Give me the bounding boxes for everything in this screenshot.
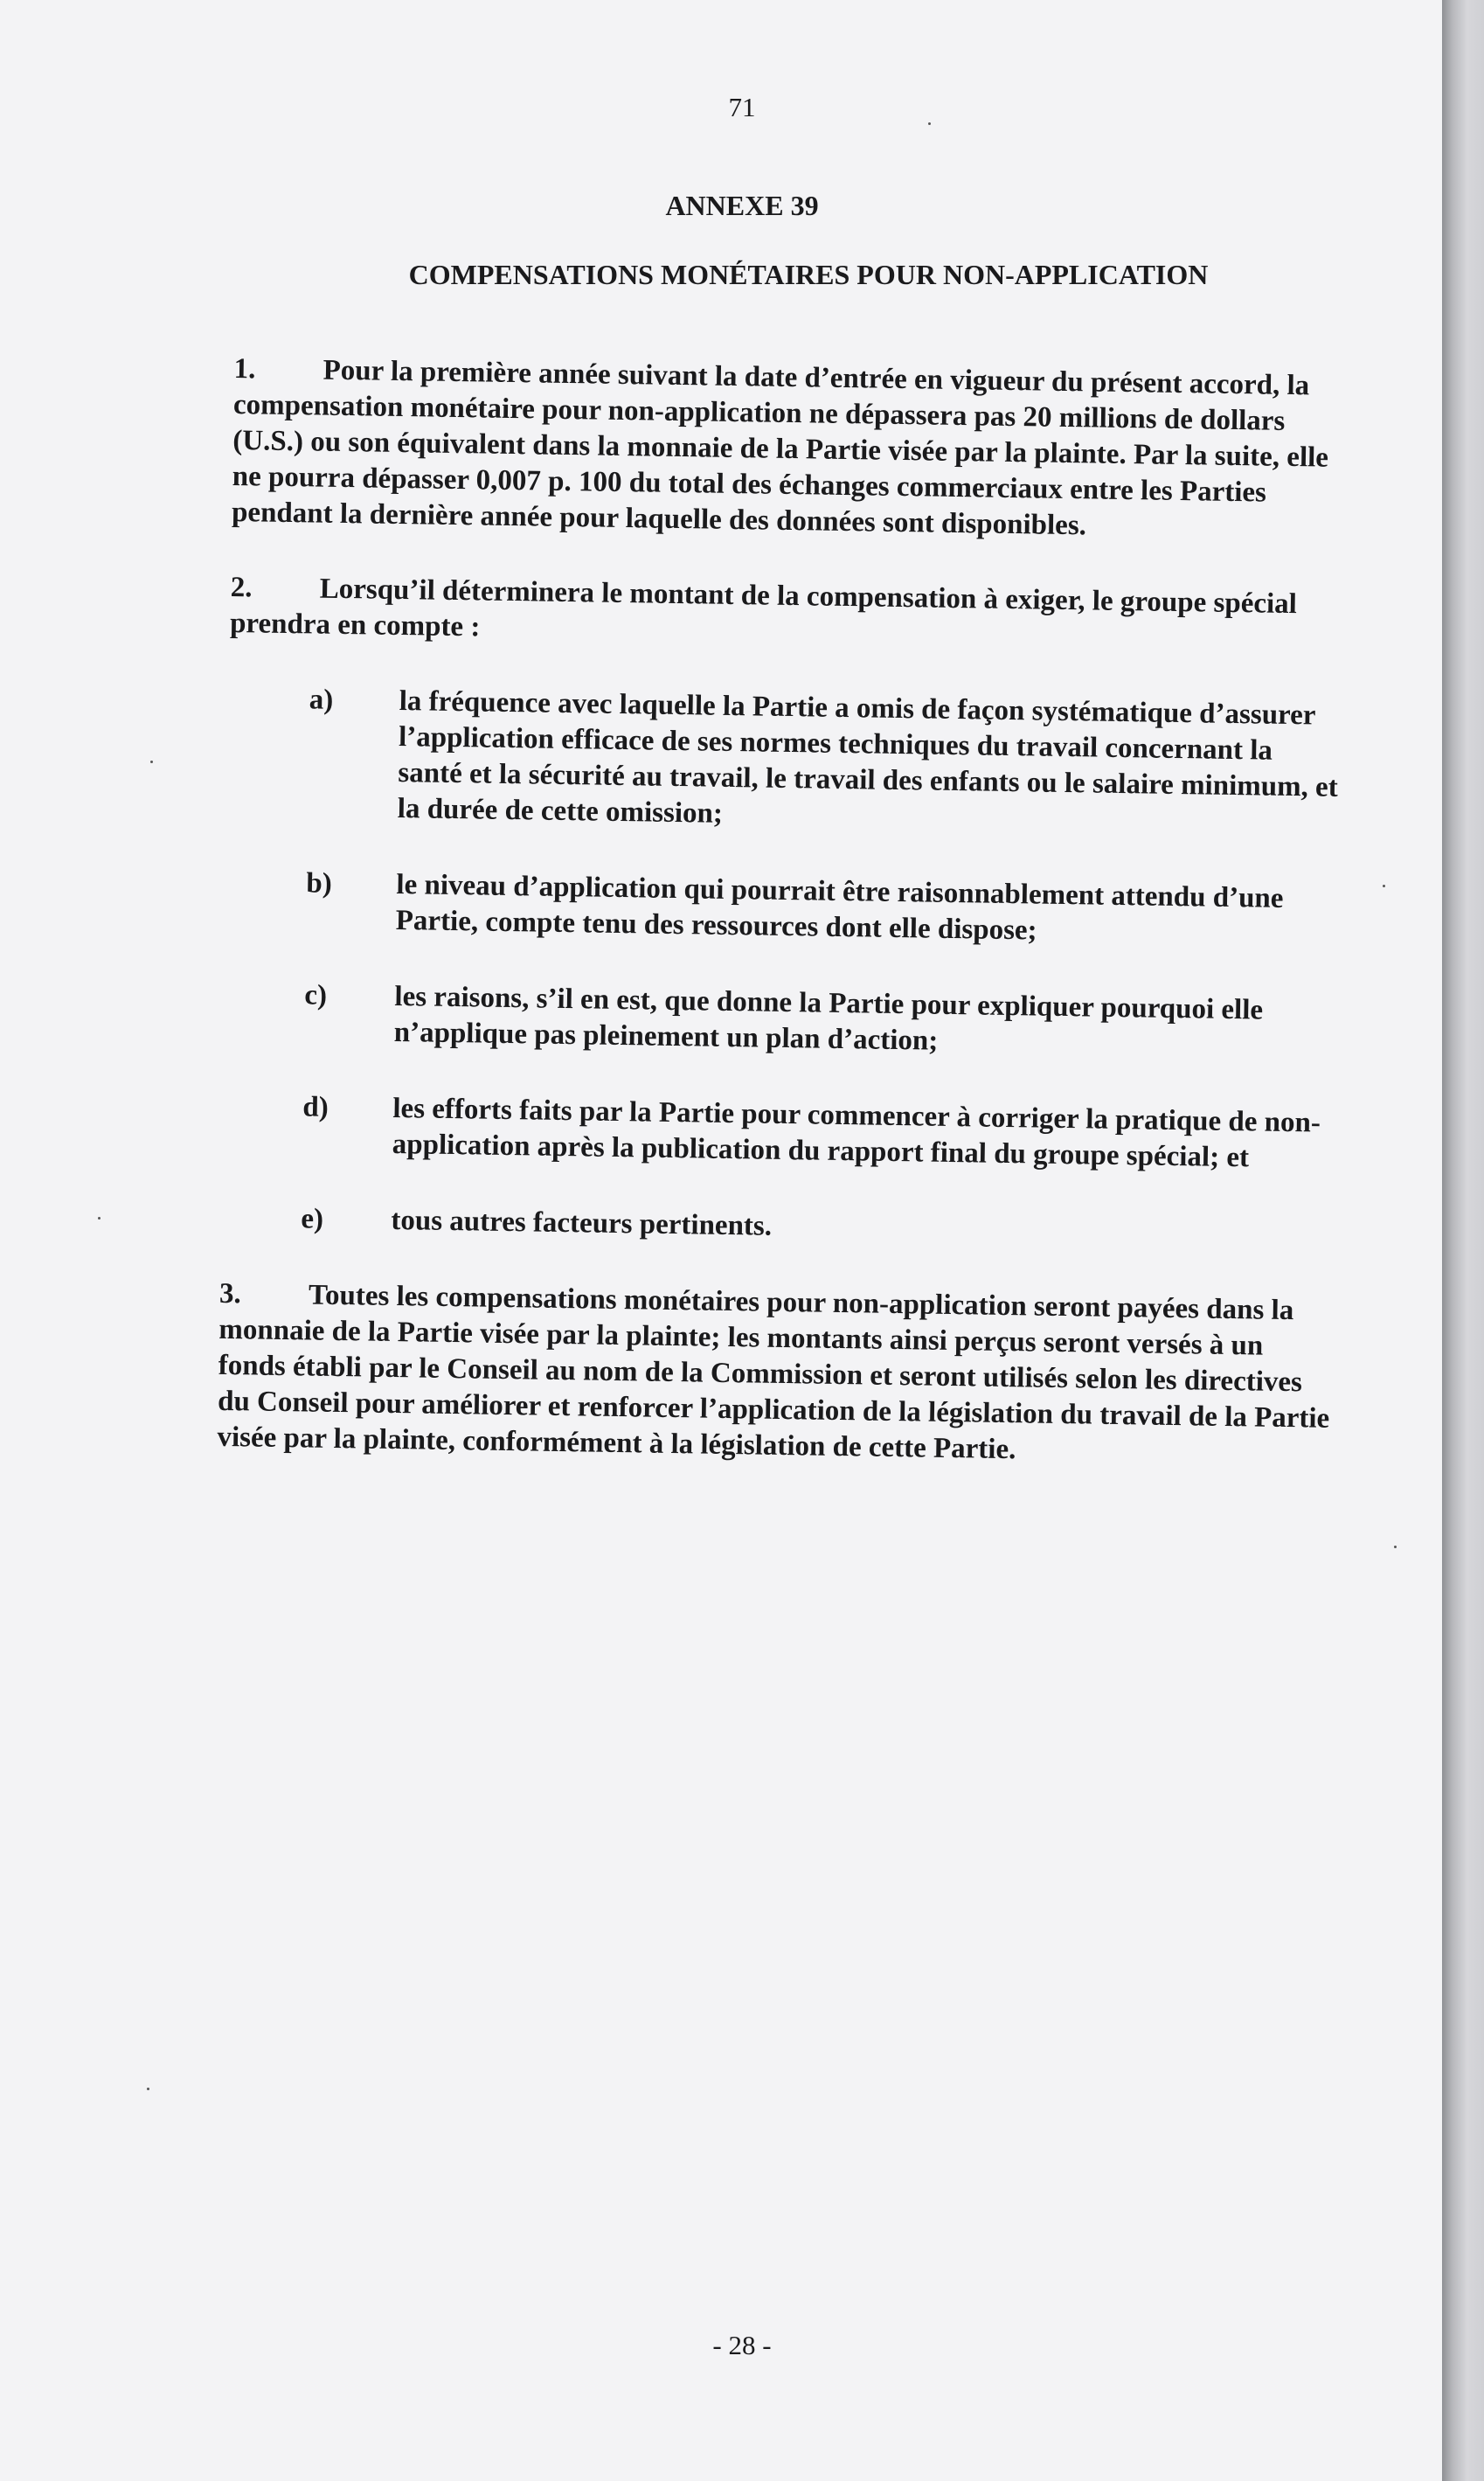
page-edge-shadow [1442, 0, 1484, 2481]
list-item-letter: e) [301, 1203, 324, 1235]
list-item-d [221, 1088, 1336, 1178]
list-item-text: les efforts faits par la Partie pour commencer à corriger la pratique de non-application après la publication du rapport final du groupe spécial; et [392, 1092, 1321, 1174]
list-item-text: les raisons, s’il en est, que donne la Partie pour expliquer pourquoi elle n’applique pas pleinement un plan d’action; [393, 980, 1264, 1057]
list-item-letter: a) [309, 684, 334, 716]
annex-label: ANNEXE 39 [665, 190, 819, 221]
paragraph-text: Toutes les compensations monétaires pour non-application seront payées dans la monnaie de la Partie visée par la plainte; les montants ainsi perçus seront versés à un fonds établi par le Conseil au nom de la Commission et seront utilisés selon les directives du Conseil pour améliorer et renforcer l’application de la législation du travail de la Partie visée par la plainte, conformément à la législation de cette Partie. [217, 1279, 1330, 1466]
paragraph-number: 2. [230, 571, 253, 604]
list-item-text: le niveau d’application qui pourrait être raisonnablement attendu d’une Partie, compte tenu des ressources dont elle dispose; [395, 868, 1284, 947]
document-body [217, 351, 1349, 1473]
list-item-c [223, 976, 1338, 1066]
scan-speck [928, 122, 931, 125]
paragraph-number: 1. [233, 352, 256, 386]
scan-speck [1383, 885, 1385, 887]
paragraph-3 [217, 1276, 1334, 1473]
list-item-b [225, 865, 1340, 954]
list-item-letter: c) [304, 979, 328, 1011]
list-item-e [220, 1200, 1335, 1254]
paragraph-text: Lorsqu’il déterminera le montant de la compensation à exiger, le groupe spécial prendra en compte : [229, 573, 1298, 643]
scan-speck [147, 2088, 149, 2090]
paragraph-1 [232, 351, 1349, 548]
paragraph-text: Pour la première année suivant la date d’entrée en vigueur du présent accord, la compensation monétaire pour non-application ne dépassera pas 20 millions de dollars (U.S.) ou son équivalent dans la monnaie de la Partie visée par la plainte. Par la suite, elle ne pourra dépasser 0,007 p. 100 du total des échanges commerciaux entre les Parties pendant la dernière année pour laquelle des données sont disponibles. [231, 354, 1329, 542]
list-item-text: la fréquence avec laquelle la Partie a omis de façon systématique d’assurer l’application efficace de ses normes techniques du travail concernant la santé et la sécurité au travail, le travail des enfants ou le salaire minimum, et la durée de cette omission; [397, 685, 1339, 830]
bottom-page-number: - 28 - [712, 2330, 772, 2360]
paragraph-number: 3. [218, 1277, 242, 1310]
list-item-letter: d) [302, 1091, 329, 1123]
list-item-letter: b) [306, 867, 333, 900]
scan-speck [150, 761, 153, 763]
top-page-number: 71 [728, 92, 756, 122]
scan-speck [1394, 1546, 1397, 1548]
annex-title: COMPENSATIONS MONÉTAIRES POUR NON-APPLICATION [408, 259, 1209, 290]
list-item-text: tous autres facteurs pertinents. [391, 1204, 773, 1242]
list-item-a [227, 681, 1343, 842]
scan-speck [98, 1217, 101, 1220]
